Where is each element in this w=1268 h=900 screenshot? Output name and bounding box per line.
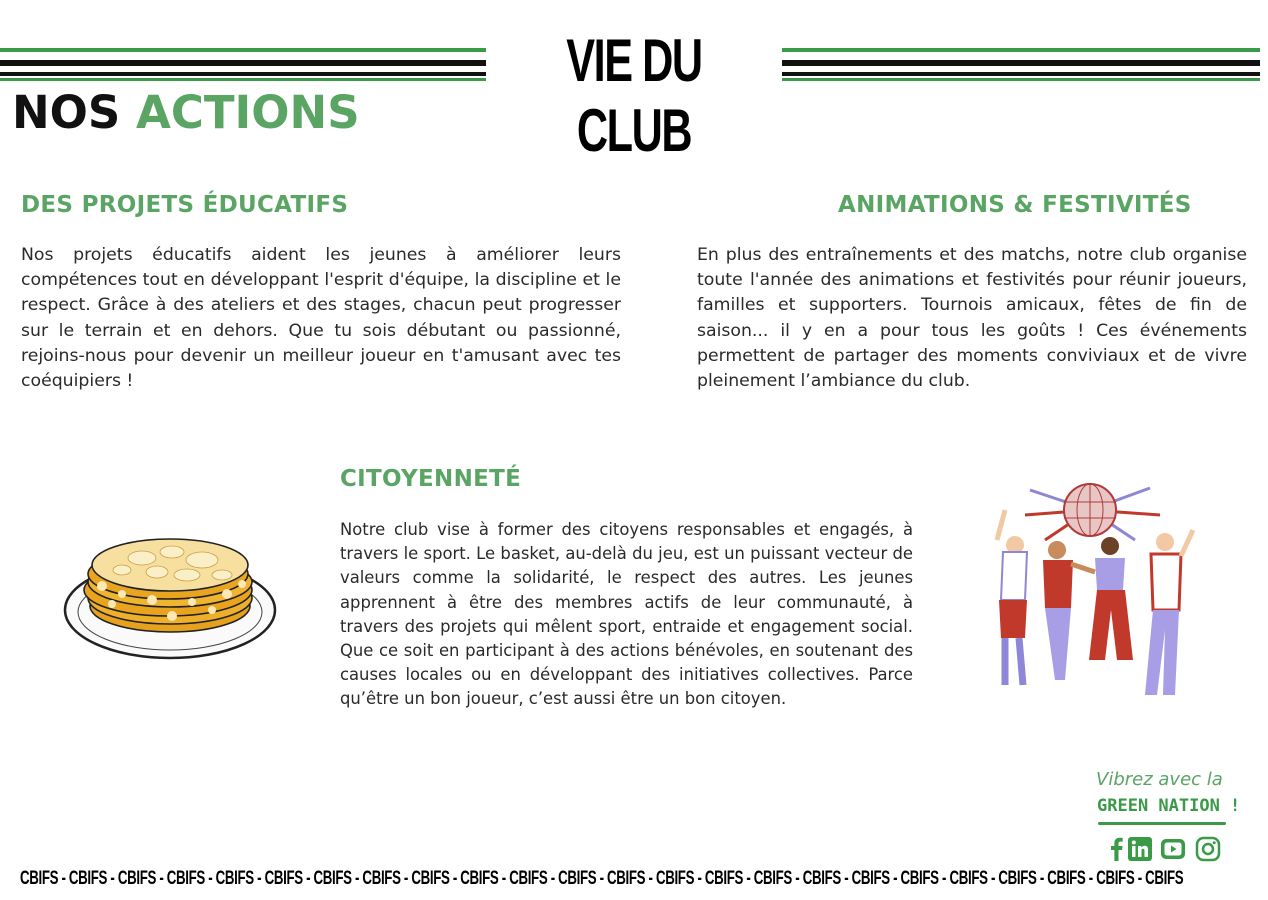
header-stripes-right [782,48,1260,82]
page-title-part1: NOS [12,86,121,139]
animations-text: En plus des entraînements et des matchs, notre club organise toute l'année des animations et festivités pour réunir joueurs, familles et supporters. Tournois amicaux, fêtes de fin de saison... il y en a pour tous les goûts ! Ces événements permettent de partager des moments conviviaux et de vivre pleinement l’ambiance du club. [697,245,1247,392]
educatifs-text: Nos projets éducatifs aident les jeunes à améliorer leurs compétences tout en développant l'esprit d'équipe, la discipline et le respect. Grâce à des ateliers et des stages, chacun peut progresser sur le terrain et en dehors. Que tu sois débutant ou passionné, rejoins-nous pour devenir un meilleur joueur en t'amusant avec tes coéquipiers ! [21,245,621,392]
header-stripes-left [0,48,486,82]
animations-heading: ANIMATIONS & FESTIVITÉS [838,192,1192,218]
slogan-underline [1098,822,1226,825]
citoyennete-text: Notre club vise à former des citoyens responsables et engagés, à travers le sport. Le basket, au-delà du jeu, est un puissant vecteur de valeurs comme la solidarité, le respect des autres. Les jeunes apprennent à être des membres actifs de leur communauté, à travers des projets qui mêlent sport, entraide et engagement social. Que ce soit en participant à des actions bénévoles, en soutenant des causes locales ou en développant des initiatives collectives. Parce qu’être un bon joueur, c’est aussi être un bon citoyen. [340,520,913,709]
citoyennete-heading: CITOYENNETÉ [340,466,522,492]
slogan-line1: Vibrez avec la [1096,769,1223,790]
footer-ticker [0,868,1268,894]
footer-ticker-text: CBIFS - CBIFS - CBIFS - CBIFS - CBIFS - CBIFS - CBIFS - CBIFS - CBIFS - CBIFS - CBIFS - CBIFS - CBIFS - CBIFS - CBIFS - CBIFS - CBIFS - CBIFS - CBIFS - CBIFS - CBIFS - CBIFS - CBIFS - CBIFS [20,868,1184,889]
dancing-party-icon [985,480,1205,708]
slogan-line2: GREEN NATION ! [1097,796,1241,816]
linkedin-icon[interactable] [1127,836,1153,862]
crepes-stack-icon [62,520,282,665]
instagram-icon[interactable] [1195,836,1221,862]
page-title [12,86,360,139]
banner-title: VIE DU CLUB [566,27,702,164]
educatifs-heading: DES PROJETS ÉDUCATIFS [21,192,349,218]
youtube-icon[interactable] [1160,836,1186,862]
page-title-part2: ACTIONS [136,86,360,139]
